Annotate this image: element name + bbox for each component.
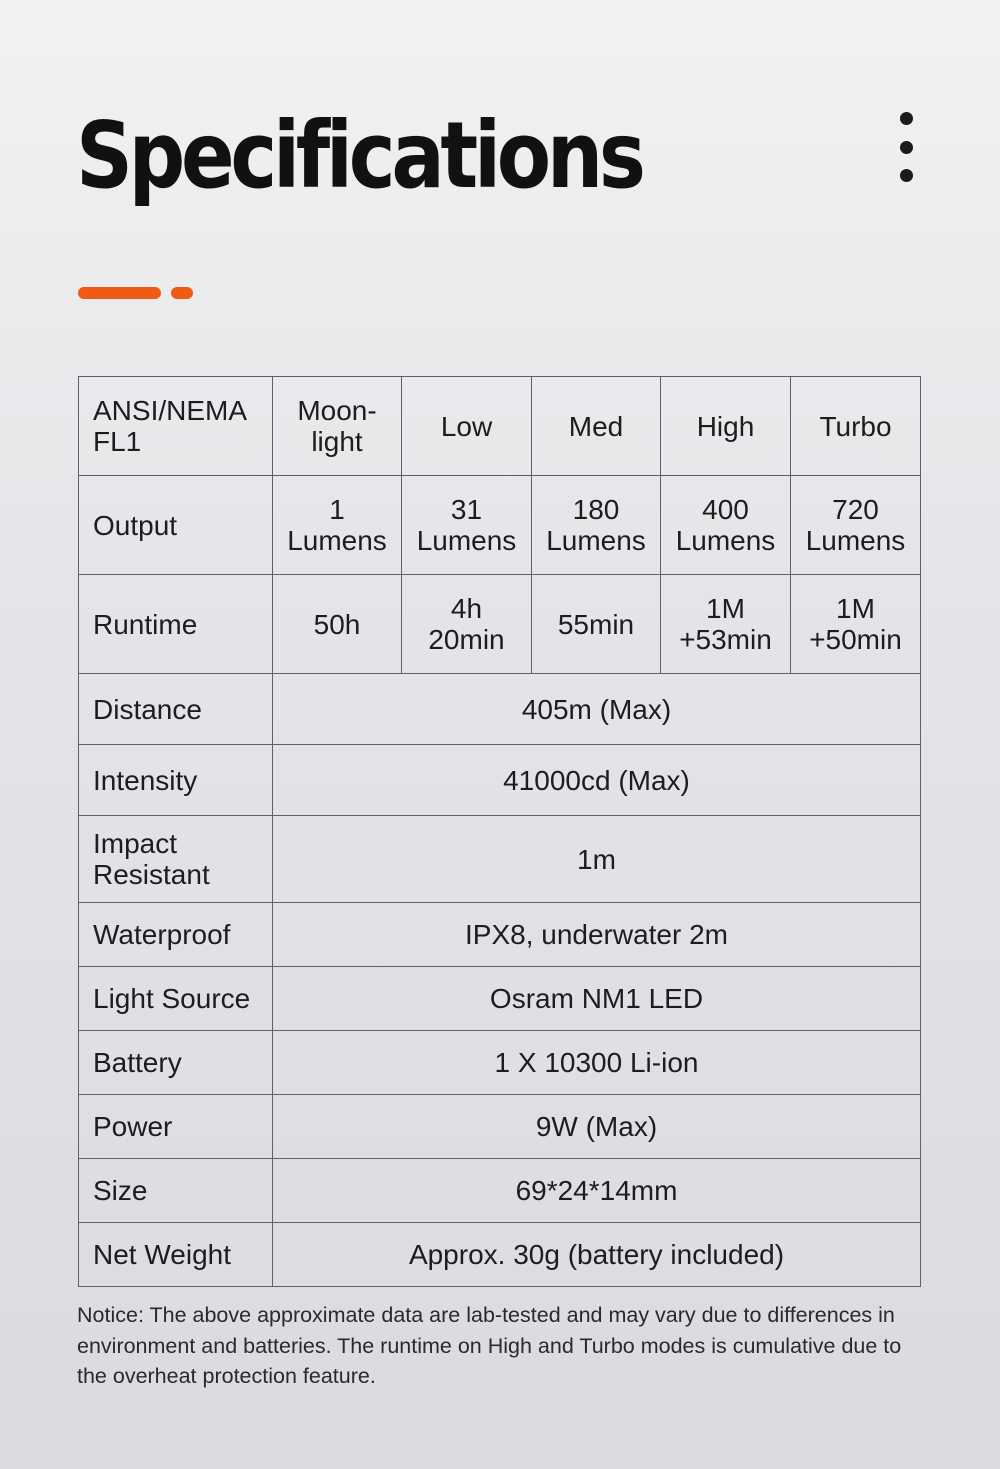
runtime-row [79, 575, 921, 674]
battery-row [79, 1031, 921, 1095]
power-value: 9W (Max) [273, 1095, 921, 1159]
intensity-row [79, 745, 921, 816]
intensity-value: 41000cd (Max) [273, 745, 921, 816]
mode-high: High [661, 377, 791, 476]
light-source-row [79, 967, 921, 1031]
waterproof-value: IPX8, underwater 2m [273, 903, 921, 967]
dot [900, 169, 913, 182]
light-source-label: Light Source [79, 967, 273, 1031]
impact-value: 1m [273, 816, 921, 903]
waterproof-row [79, 903, 921, 967]
net-weight-value: Approx. 30g (battery included) [273, 1223, 921, 1287]
light-source-value: Osram NM1 LED [273, 967, 921, 1031]
net-weight-row [79, 1223, 921, 1287]
distance-row [79, 674, 921, 745]
impact-row [79, 816, 921, 903]
runtime-label: Runtime [79, 575, 273, 674]
output-moonlight: 1 Lumens [273, 476, 402, 575]
more-options-icon[interactable] [896, 110, 916, 186]
battery-label: Battery [79, 1031, 273, 1095]
mode-moonlight: Moon- light [273, 377, 402, 476]
power-row [79, 1095, 921, 1159]
notice-text: Notice: The above approximate data are lab-tested and may vary due to differences in environment and batteries. The runtime on High and Turbo modes is cumulative due to the overheat protection feature. [77, 1303, 902, 1388]
header-row [79, 377, 921, 476]
output-row [79, 476, 921, 575]
size-row [79, 1159, 921, 1223]
runtime-low: 4h 20min [402, 575, 532, 674]
dot [900, 112, 913, 125]
battery-value: 1 X 10300 Li-ion [273, 1031, 921, 1095]
header-label: ANSI/NEMA FL1 [79, 377, 273, 476]
mode-turbo: Turbo [791, 377, 921, 476]
impact-label: Impact Resistant [79, 816, 273, 903]
waterproof-label: Waterproof [79, 903, 273, 967]
distance-value: 405m (Max) [273, 674, 921, 745]
runtime-high: 1M +53min [661, 575, 791, 674]
page-title: Specifications [76, 102, 642, 209]
mode-med: Med [532, 377, 661, 476]
runtime-med: 55min [532, 575, 661, 674]
runtime-turbo: 1M +50min [791, 575, 921, 674]
accent-bar [78, 287, 161, 299]
output-high: 400 Lumens [661, 476, 791, 575]
size-value: 69*24*14mm [273, 1159, 921, 1223]
distance-label: Distance [79, 674, 273, 745]
output-med: 180 Lumens [532, 476, 661, 575]
output-label: Output [79, 476, 273, 575]
runtime-moonlight: 50h [273, 575, 402, 674]
dot [900, 141, 913, 154]
spec-table [78, 376, 920, 1287]
power-label: Power [79, 1095, 273, 1159]
intensity-label: Intensity [79, 745, 273, 816]
net-weight-label: Net Weight [79, 1223, 273, 1287]
output-low: 31 Lumens [402, 476, 532, 575]
output-turbo: 720 Lumens [791, 476, 921, 575]
accent-dot [171, 287, 193, 299]
mode-low: Low [402, 377, 532, 476]
size-label: Size [79, 1159, 273, 1223]
